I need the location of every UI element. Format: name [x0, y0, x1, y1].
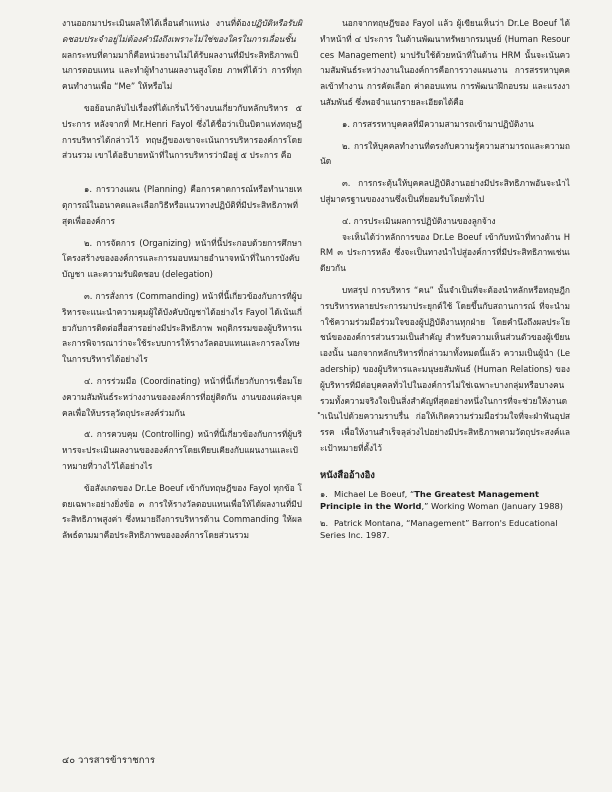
- reference-author: Michael Le Boeuf, “: [334, 488, 415, 499]
- reference-source: ,” Working Woman (January 1988): [421, 500, 564, 511]
- paragraph-text: ผลกระทบที่ตามมาก็คือหน่วยงานไม่ได้รับผลงานที่มีประสิทธิภาพเป็นการตอบแทน และทำผู้ทำงานผลงานสูงโดย ภาพที่ได้ว่า การที่ทุกคนทำงานเพื่อ “Me” ให้หรือไม่: [62, 49, 302, 92]
- paragraph-hrm: นอกจากทฤษฎีของ Fayol แล้ว ผู้เขียนเห็นว่า Dr.Le Boeuf ได้ทำหน้าที่ ๔ ประการ ในด้านพัฒนาทรัพยากรมนุษย์ (Human Resources Management) มาปรับใช้ด้วยหน้าที่ในด้าน HRM นั้นจะเน้นความสัมพันธ์ระหว่างงานในองค์การคือการวางแผนงาน การสรรหาบุคคลเข้าทำงาน การคัดเลือก ค่าตอบแทน การพัฒนาฝึกอบรม และแรงงานสัมพันธ์ ซึ่งพอจำแนกรายละเอียดได้คือ: [320, 18, 570, 107]
- paragraph-text: งานออกมาประเมินผลให้ได้เลื่อนตำแหน่ง งานที่ต้อง: [62, 18, 251, 28]
- reference-text: Patrick Montana, “Management” Barron's Educational Series Inc. 1987.: [320, 518, 558, 541]
- page-footer: ๔๐ วารสารข้าราชการ: [62, 755, 155, 766]
- left-column: [62, 16, 302, 544]
- list-item-placement: ๒. การให้บุคคลทำงานที่ตรงกับความรู้ความสามารถและความถนัด: [320, 140, 570, 167]
- list-item-planning: ๑. การวางแผน (Planning) คือการคาดการณ์หรือทำนายเหตุการณ์ในอนาคตและเลือกวิธีหรือแนวทางปฏิบัติที่มีประสิทธิภาพที่สุดเพื่อองค์การ: [62, 184, 302, 226]
- right-column: [320, 16, 570, 542]
- list-item-evaluation: ๔. การประเมินผลการปฏิบัติงานของลูกจ้าง: [342, 215, 496, 226]
- reference-number: ๒.: [320, 518, 329, 529]
- list-item-motivation: ๓. การกระตุ้นให้บุคคลปฏิบัติงานอย่างมีประสิทธิภาพอันจะนำไปสู่มาตรฐานของงานซึ่งเป็นที่ยอมรับโดยทั่วไป: [320, 178, 570, 204]
- reference-number: ๑.: [320, 488, 328, 499]
- paragraph-hrm-summary: จะเห็นได้ว่าหลักการของ Dr.Le Boeuf เข้ากับหน้าที่ทางด้าน HRM ๓ ประการหลัง ซึ่งจะเป็นทางนำไปสู่องค์การที่มีประสิทธิภาพเช่นเดียวกัน: [320, 231, 570, 274]
- reference-item: [320, 488, 570, 512]
- paragraph-fayol-intro: ขอย้อนกลับไปเรื่องที่ได้เกริ่นไว้ข้างบนเกี่ยวกับหลักบริหาร ๕ ประการ หลังจากที่ Mr.Henri Fayol ซึ่งได้ชื่อว่าเป็นบิดาแห่งทฤษฎีการบริหารได้กล่าวไว้ ทฤษฎีของเขาจะเน้นการบริหารองค์การโดยส่วนรวม เขาได้อธิบายหน้าที่ในการบริหารว่ามีอยู่ ๕ ประการ คือ: [62, 102, 302, 161]
- paragraph-observation: ข้อสังเกตของ Dr.Le Boeuf เข้ากับทฤษฎีของ Fayol ทุกข้อ โดยเฉพาะอย่างยิ่งข้อ ๓ การให้รางวัลตอบแทนเพื่อให้ได้ผลงานที่มีประสิทธิภาพสูงค่า ซึ่งหมายถึงการบริหารด้าน Commanding ให้ผลลัพธ์ตามมาคือประสิทธิภาพขององค์การโดยส่วนรวม: [62, 482, 302, 541]
- list-item-organizing: ๒. การจัดการ (Organizing) หน้าที่นี้ประกอบด้วยการศึกษาโครงสร้างขององค์การและการมอบหมายอำนาจหน้าที่ในการบังคับบัญชา และความรับผิดชอบ (delegation): [62, 237, 302, 280]
- references-heading: หนังสืออ้างอิง: [320, 469, 375, 481]
- list-item-recruitment: ๑. การสรรหาบุคคลที่มีความสามารถเข้ามาปฏิบัติงาน: [342, 118, 534, 129]
- list-item-commanding: ๓. การสั่งการ (Commanding) หน้าที่นี้เกี่ยวข้องกับการที่ผู้บริหารจะแนะนำความคุมผู้ใต้บังคับบัญชาได้อย่างไร Fayol ได้เน้นเกี่ยวกับการติดต่อสื่อสารอย่างมีประสิทธิภาพ พฤติกรรมของผู้บริหารและการพิจารณาว่าจะใช้ระบบการให้รางวัลตอบแทนและการลงโทษในการบริหารได้อย่างไร: [62, 290, 302, 365]
- italic-phrase: ปฏิบัติหรือรับผิดชอบประจำอยู่ไม่ต้องคำนึงถึงเพราะไม่ใช่ของใครในการเลื่อนชั้น: [62, 18, 302, 44]
- list-item-controlling: ๕. การควบคุม (Controlling) หน้าที่นี้เกี่ยวข้องกับการที่ผู้บริหารจะประเมินผลงานขององค์การโดยเทียบเคียงกับแผนงานและเป้าหมายที่วางไว้ได้อย่างไร: [62, 429, 302, 471]
- paragraph-conclusion: บทสรุป การบริหาร “คน” นั้นจำเป็นที่จะต้องนำหลักหรือทฤษฎีการบริหารหลายประการมาประยุกต์ใช้ โดยขึ้นกับสถานการณ์ ที่จะนำมาใช้ความร่วมมือร่วมใจของผู้ปฏิบัติงานทุกฝ่าย โดยคำนึงถึงผลประโยชน์ขององค์การส่วนรวมเป็นสำคัญ สำหรับความเห็นส่วนตัวของผู้เขียนเองนั้น นอกจากหลักบริหารที่กล่าวมาทั้งหมดนี้แล้ว ความเป็นผู้นำ (Leadership) ของผู้บริหารและมนุษยสัมพันธ์ (Human Relations) ของผู้บริหารที่มีต่อบุคคลทั่วไปในองค์การไม่ใช่เฉพาะบางกลุ่มหรือบางคน รวมทั้งความจริงใจเป็นสิ่งสำคัญที่สุดอย่างหนึ่งในการที่จะช่วยให้งานดำเนินไปด้วยความราบรื่น ก่อให้เกิดความร่วมมือร่วมใจที่จะฝ่าฟันอุปสรรค เพื่อให้งานสำเร็จลุล่วงไปอย่างมีประสิทธิภาพตามวัตถุประสงค์และเป้าหมายที่ตั้งไว้: [320, 284, 570, 453]
- reference-item: [320, 517, 570, 541]
- list-item-coordinating: ๔. การร่วมมือ (Coordinating) หน้าที่นี้เกี่ยวกับการเชื่อมโยงความสัมพันธ์ระหว่างงานขององค์การที่อยู่ติดกัน งานของแต่ละบุคคลเพื่อให้บรรลุวัตถุประสงค์ร่วมกัน: [62, 375, 302, 418]
- paragraph-continued: [62, 16, 302, 95]
- reference-title: The Greatest Management Principle in the World: [320, 488, 539, 511]
